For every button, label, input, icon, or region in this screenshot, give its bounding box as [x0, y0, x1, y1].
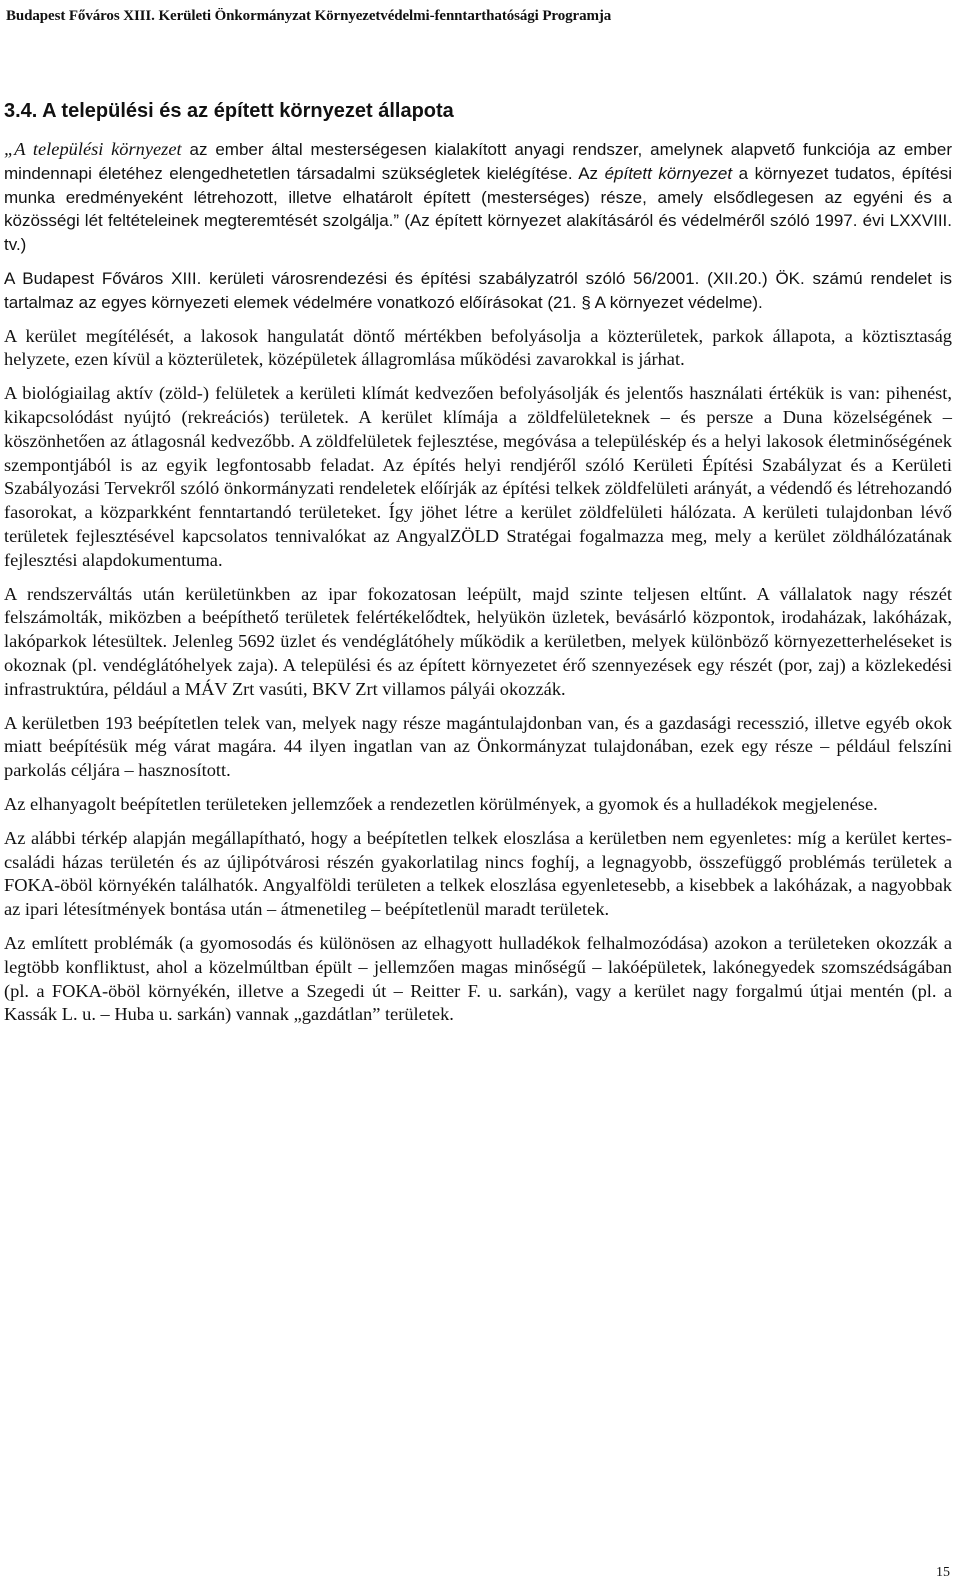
paragraph-3: A kerület megítélését, a lakosok hangulatát döntő mértékben befolyásolja a közterületek, parkok állapota, a köztisztaság helyzete, ezen kívül a közterületek, középületek állagromlása működési zavarokkal is járhat.	[4, 325, 952, 370]
paragraph-text: a környezet tudatos, építési munka eredményeként létrehozott, illetve elhatárolt épített (mesterséges) része, amely elsődlegesen az egyéni és a közösségi lét feltételeinek megteremtését szolgálja.” (Az épített környezet alakításáról és védelméről szóló 1997. évi LXXVIII. tv.)	[4, 163, 953, 255]
paragraph-6: A kerületben 193 beépítetlen telek van, melyek nagy része magántulajdonban van, és a gazdasági recesszió, illetve egyéb okok miatt beépítésük még várat magára. 44 ilyen ingatlan van az Önkormányzat tulajdonában, ezek egy része – például felszíni parkolás céljára – hasznosított.	[4, 712, 952, 781]
paragraph-2	[4, 267, 952, 315]
paragraph-8: Az alábbi térkép alapján megállapítható, hogy a beépítetlen telkek eloszlása a kerületben nem egyenletes: míg a kerület kertes-családi házas területén és az újlipótvárosi részén gyakorlatilag nincs foghíj, a legnagyobb, összefüggő problémás területek a FOKA-öböl környékén találhatók. Angyalföldi területen a telkek eloszlása egyenletesebb, a kisebbek a lakóházak, a nagyobbak az ipari létesítmények bontása után – átmenetileg – beépítetlenül maradt területek.	[4, 827, 952, 920]
paragraph-4: A biológiailag aktív (zöld-) felületek a kerületi klímát kedvezően befolyásolják és jelentős használati értékük is van: pihenést, kikapcsolódást nyújtó (rekreációs) területek. A kerület klímája a zöldfelületeknek – és persze a Duna közelségének – köszönhetően az átlagosnál kedvezőbb. A zöldfelületek fejlesztése, megóvása a településkép és a helyi lakosok életminőségének szempontjából is az egyik legfontosabb feladat. Az építés helyi rendjéről szóló Kerületi Építési Szabályzat és a Kerületi Szabályozási Tervekről szóló önkormányzati rendeletek előírják az építési telkek zöldfelületi arányát, a védendő és létrehozandó fasorokat, a közparkként fenntartandó területeket. Így jöhet létre a kerület zöldfelületi hálózata. A kerületi tulajdonban lévő területek fejlesztésével kapcsolatos tennivalókat az AngyalZÖLD Stratégai fogalmazza meg, mely a kerület zöldhálózatának fejlesztési alapdokumentuma.	[4, 383, 952, 570]
italic-term: épített környezet	[604, 163, 733, 183]
italic-term: „A települési környezet	[4, 139, 182, 159]
running-header: Budapest Főváros XIII. Kerületi Önkormányzat Környezetvédelmi-fenntarthatósági Programja	[6, 8, 612, 24]
paragraph-9: Az említett problémák (a gyomosodás és különösen az elhagyott hulladékok felhalmozódása) azokon a területeken okozzák a legtöbb konfliktust, ahol a közelmúltban épült – jellemzően magas minőségű – lakóépületek, lakónegyedek szomszédságában (pl. a FOKA-öböl környékén, illetve a Szegedi út – Reitter F. u. sarkán), vagy a kerület nagy forgalmú útjai mentén (pl. a Kassák L. u. – Huba u. sarkán) vannak „gazdátlan” területek.	[4, 932, 952, 1025]
paragraph-7: Az elhanyagolt beépítetlen területeken jellemzőek a rendezetlen körülmények, a gyomok és a hulladékok megjelenése.	[4, 793, 878, 814]
section-title: 3.4. A települési és az épített környezet állapota	[4, 100, 454, 122]
body-text	[4, 138, 952, 1037]
paragraph-1	[4, 138, 952, 257]
paragraph-text: az ember által mesterségesen kialakított anyagi rendszer, amelynek alapvető funkciója az ember mindennapi életéhez elengedhetetlen társadalmi szükségletek kielégítése. Az	[4, 140, 952, 183]
paragraph-5: A rendszerváltás után kerületünkben az ipar fokozatosan leépült, majd szinte teljesen eltűnt. A vállalatok nagy részét felszámolták, miközben a beépíthető területek felértékelődtek, helyükön üzletek, bevásárló központok, irodaházak, lakóházak, lakóparkok létesültek. Jelenleg 5692 üzlet és vendéglátóhely működik a kerületben, melyek különböző környezetterheléseket is okoznak (pl. vendéglátóhelyek zaja). A települési és az épített környezetet érő szennyezések egy részét (por, zaj) a közlekedési infrastruktúra, például a MÁV Zrt vasúti, BKV Zrt villamos pályái okozzák.	[4, 583, 952, 699]
page-number: 15	[936, 1565, 950, 1580]
paragraph-text: A Budapest Főváros XIII. kerületi városrendezési és építési szabályzatról szóló 56/2001. (XII.20.) ÖK. számú rendelet is tartalmaz az egyes környezeti elemek védelmére vonatkozó előírásokat (21. § A környezet védelme).	[4, 268, 952, 312]
